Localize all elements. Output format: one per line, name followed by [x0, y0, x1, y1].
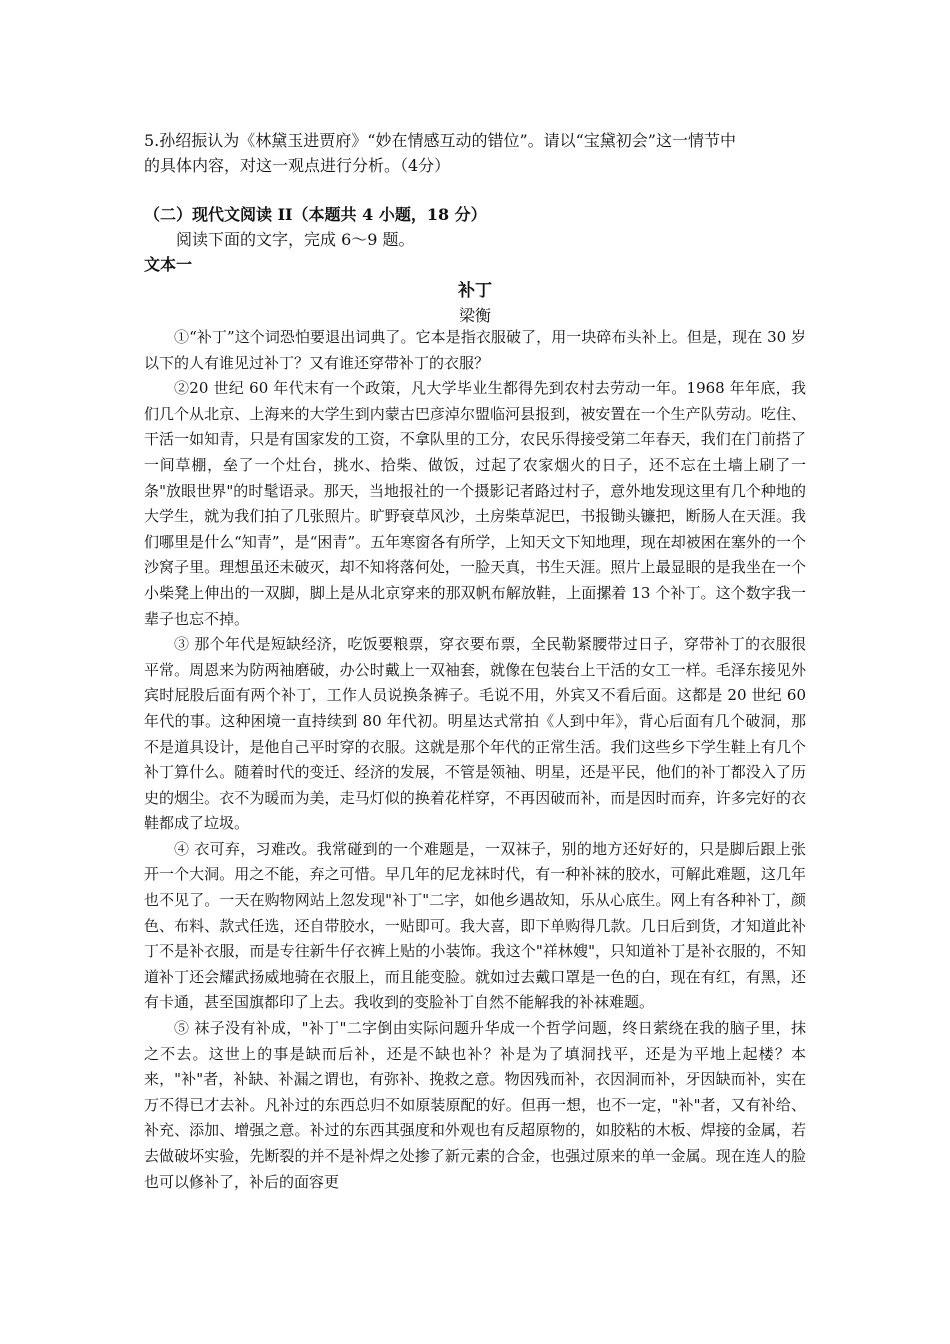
article-title: 补丁	[458, 281, 492, 301]
paragraph-1: ①“补丁”这个词恐怕要退出词典了。它本是指衣服破了，用一块碎布头补上。但是，现在 30 岁以下的人有谁见过补丁？又有谁还穿带补丁的衣服？	[144, 328, 806, 372]
paragraph-5: ⑤ 袜子没有补成，"补丁"二字倒由实际问题升华成一个哲学问题，终日萦绕在我的脑子里，抹之不去。这世上的事是缺而后补，还是不缺也补？补是为了填洞找平，还是为平地上起楼？本来，"补"者，补缺、补漏之谓也，有弥补、挽救之意。物因残而补，衣因洞而补，牙因缺而补，实在万不得已才去补。凡补过的东西总归不如原装原配的好。但再一想，也不一定，"补"者，又有补给、补充、添加、增强之意。补过的东西其强度和外观也有反超原物的，如胶粘的木板、焊接的金属，若去做破坏实验，先断裂的并不是补焊之处掺了新元素的合金，也强过原来的单一金属。现在连人的脸也可以修补了，补后的面容更	[144, 1019, 806, 1191]
paragraph-2: ②20 世纪 60 年代末有一个政策，凡大学毕业生都得先到农村去劳动一年。1968 年年底，我们几个从北京、上海来的大学生到内蒙古巴彦淖尔盟临河县报到，被安置在一个生产队劳动。吃住、干活一如知青，只是有国家发的工资，不拿队里的工分，农民乐得接受第二年春天，我们在门前搭了一间草棚，垒了一个灶台，挑水、拾柴、做饭，过起了农家烟火的日子，还不忘在土墙上刷了一条"放眼世界"的时髦语录。那天，当地报社的一个摄影记者路过村子，意外地发现这里有几个种地的大学生，就为我们拍了几张照片。旷野衰草风沙，土房柴草泥巴，书报锄头镰把，断肠人在天涯。我们哪里是什么“知青”，是“困青”。五年寒窗各有所学，上知天文下知地理，现在却被困在塞外的一个沙窝子里。理想虽还未破灭，却不知将落何处，一脸天真，书生天涯。照片上最显眼的是我坐在一个小柴凳上伸出的一双脚，脚上是从北京穿来的那双帆布解放鞋，上面摞着 13 个补丁。这个数字我一辈子也忘不掉。	[144, 379, 806, 628]
question-5-line-1: 5.孙绍振认为《林黛玉进贾府》“妙在情感互动的错位”。请以“宝黛初会”这一情节中	[144, 131, 736, 150]
question-5-line-2: 的具体内容，对这一观点进行分析。（4分）	[144, 156, 451, 175]
paragraph-4: ④ 衣可弃，习难改。我常碰到的一个难题是，一双袜子，别的地方还好好的，只是脚后跟上张开一个大洞。用之不能，弃之可惜。早几年的尼龙袜时代，有一种补袜的胶水，可解此难题，这几年也不见了。一天在购物网站上忽发现"补丁"二字，如他乡遇故知，乐从心底生。网上有各种补丁，颜色、布料、款式任选，还自带胶水，一贴即可。我大喜，即下单购得几款。几日后到货，才知道此补丁不是补衣服，而是专往新牛仔衣裤上贴的小装饰。我这个"祥林嫂"，只知道补丁是补衣服的，不知道补丁还会耀武扬威地骑在衣服上，而且能变脸。就如过去戴口罩是一色的白，现在有红，有黑，还有卡通，甚至国旗都印了上去。我收到的变脸补丁自然不能解我的补袜难题。	[144, 839, 806, 1012]
question-5	[144, 128, 814, 178]
article-body	[144, 325, 806, 1195]
section-title: （二）现代文阅读 II（本题共 4 小题，18 分）	[144, 205, 487, 224]
paragraph-3: ③ 那个年代是短缺经济，吃饭要粮票，穿衣要布票，全民勒紧腰带过日子，穿带补丁的衣服很平常。周恩来为防两袖磨破，办公时戴上一双袖套，就像在包装台上干活的女工一样。毛泽东接见外宾时屁股后面有两个补丁，工作人员说换条裤子。毛说不用，外宾又不看后面。这都是 20 世纪 60 年代的事。这种困境一直持续到 80 年代初。明星达式常拍《人到中年》，背心后面有几个破洞，那不是道具设计，是他自己平时穿的衣服。这就是那个年代的正常生活。我们这些乡下学生鞋上有几个补丁算什么。随着时代的变迁、经济的发展，不管是领袖、明星，还是平民，他们的补丁都没入了历史的烟尘。衣不为暖而为美，走马灯似的换着花样穿，不再因破而补，而是因时而弃，许多完好的衣鞋都成了垃圾。	[144, 635, 806, 833]
section-instruction: 阅读下面的文字，完成 6～9 题。	[176, 230, 415, 249]
text-label: 文本一	[144, 255, 193, 274]
article-author: 梁衡	[458, 306, 491, 325]
